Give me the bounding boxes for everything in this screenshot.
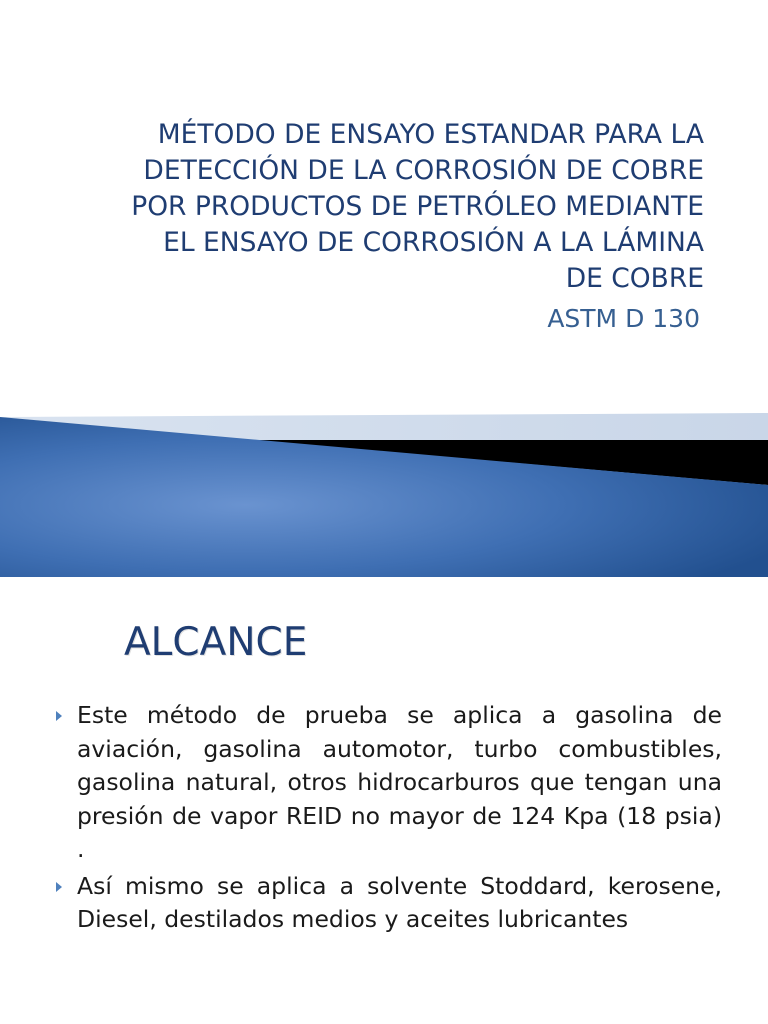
section-heading: ALCANCE <box>124 620 308 665</box>
bullet-text: Así mismo se aplica a solvente Stoddard, kerosene, Diesel, destilados medios y aceites lubricantes <box>77 871 722 933</box>
slide-subtitle: ASTM D 130 <box>547 304 700 333</box>
triangle-bullet-icon <box>56 882 62 892</box>
bullet-item <box>52 699 722 867</box>
bullet-item <box>52 870 722 937</box>
content-slide <box>0 577 768 1024</box>
triangle-bullet-icon <box>56 711 62 721</box>
decorative-band <box>0 405 768 577</box>
bullet-text: Este método de prueba se aplica a gasolina de aviación, gasolina automotor, turbo combustibles, gasolina natural, otros hidrocarburos que tengan una presión de vapor REID no mayor de 124 Kpa (18 psia) . <box>77 701 722 863</box>
slide-title: MÉTODO DE ENSAYO ESTANDAR PARA LA DETECCIÓN DE LA CORROSIÓN DE COBRE POR PRODUCTOS DE PETRÓLEO MEDIANTE EL ENSAYO DE CORROSIÓN A LA LÁMINA DE COBRE <box>131 119 704 294</box>
bullet-list <box>52 699 722 940</box>
